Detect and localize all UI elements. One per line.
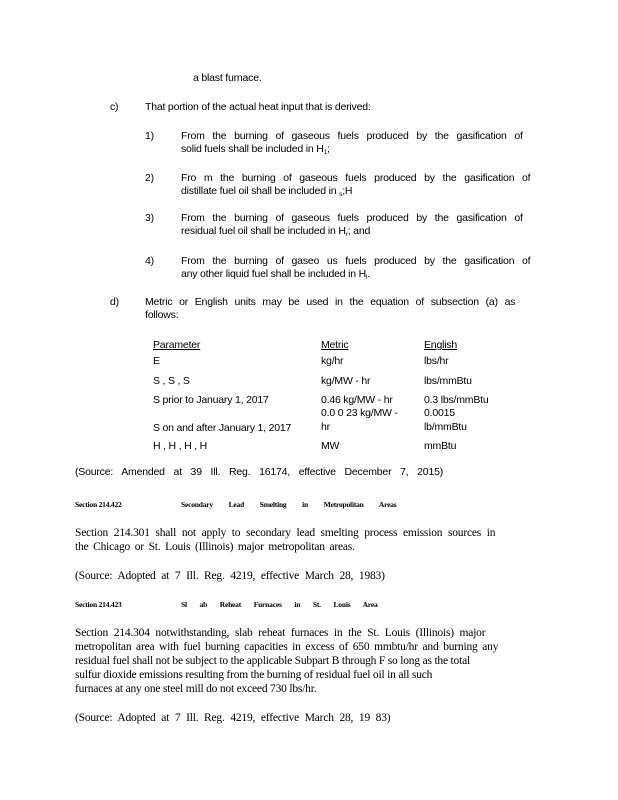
section-body-line: Section 214.304 notwithstanding, slab reheat furnaces in the St. Louis (Illinois) major: [75, 627, 486, 639]
row-metric: 0.0 0 23 kg/MW -: [321, 407, 398, 419]
section-title: Secondary Lead Smelting in Metropolitan Areas: [181, 500, 397, 509]
section-body-line: residual fuel shall not be subject to the applicable Subpart B through F so long as the total: [75, 655, 471, 667]
header-metric: Metric: [321, 339, 349, 351]
item-d-line1: Metric or English units may be used in the equation of subsection (a) as: [145, 296, 516, 308]
row-english: mmBtu: [424, 440, 457, 452]
item-line2: any other liquid fuel shall be included in $H_l$.: [181, 268, 370, 281]
item-c-text: That portion of the actual heat input that is derived:: [145, 101, 371, 113]
row-param: S , S , S: [153, 375, 190, 387]
row-metric: hr: [321, 421, 330, 433]
row-param: H , H , H , H: [153, 440, 207, 452]
item-num: 2): [145, 172, 154, 184]
row-metric: kg/MW - hr: [321, 375, 371, 387]
item-line2: solid fuels shall be included in $H_1$;: [181, 143, 330, 156]
line-top: a blast furnace.: [193, 72, 262, 84]
source-note: (Source: Amended at 39 Ill. Reg. 16174, effective December 7, 2015): [75, 466, 444, 478]
header-english: English: [424, 339, 458, 351]
row-english: lbs/mmBtu: [424, 375, 472, 387]
item-num: 3): [145, 212, 154, 224]
item-d-line2: follows:: [145, 309, 179, 321]
item-d-label: d): [110, 296, 119, 308]
row-metric: 0.46 kg/MW - hr: [321, 394, 393, 406]
section-body-line: Section 214.301 shall not apply to secondary lead smelting process emission sources in: [75, 527, 496, 539]
section-body-line: furnaces at any one steel mill do not exceed 730 lbs/hr.: [75, 683, 317, 695]
item-num: 4): [145, 255, 154, 267]
item-line2: distillate fuel oil shall be included in $_s$;H: [181, 185, 353, 198]
item-c-label: c): [110, 101, 119, 113]
row-english: 0.3 lbs/mmBtu: [424, 394, 489, 406]
row-english: lb/mmBtu: [424, 421, 467, 433]
row-param: S prior to January 1, 2017: [153, 394, 269, 406]
row-metric: kg/hr: [321, 355, 344, 367]
row-param: E: [153, 355, 160, 367]
section-title: Sl ab Reheat Furnaces in St. Louis Area: [181, 600, 378, 609]
section-body-line: the Chicago or St. Louis (Illinois) major metropolitan areas.: [75, 541, 355, 553]
item-line1: From the burning of gaseo us fuels produced by the gasification of: [181, 255, 531, 267]
section-number: Section 214.422: [75, 500, 122, 509]
item-line1: Fro m the burning of gaseous fuels produced by the gasification of: [181, 172, 531, 184]
row-metric: MW: [321, 440, 340, 452]
item-num: 1): [145, 130, 154, 142]
row-param: S on and after January 1, 2017: [153, 422, 292, 434]
source-note: (Source: Adopted at 7 Ill. Reg. 4219, effective March 28, 1983): [75, 570, 385, 582]
source-note: (Source: Adopted at 7 Ill. Reg. 4219, effective March 28, 19 83): [75, 712, 391, 724]
section-body-line: metropolitan area with fuel burning capacities in excess of 650 mmbtu/hr and burning any: [75, 641, 499, 653]
row-english: lbs/hr: [424, 355, 449, 367]
item-line2: residual fuel oil shall be included in $H_r$; and: [181, 225, 371, 238]
section-body-line: sulfur dioxide emissions resulting from the burning of residual fuel oil in all such: [75, 669, 433, 681]
header-parameter: Parameter: [153, 339, 201, 351]
item-line1: From the burning of gaseous fuels produced by the gasification of: [181, 130, 523, 142]
item-line1: From the burning of gaseous fuels produced by the gasification of: [181, 212, 523, 224]
section-number: Section 214.423: [75, 600, 122, 609]
row-english: 0.0015: [424, 407, 455, 419]
